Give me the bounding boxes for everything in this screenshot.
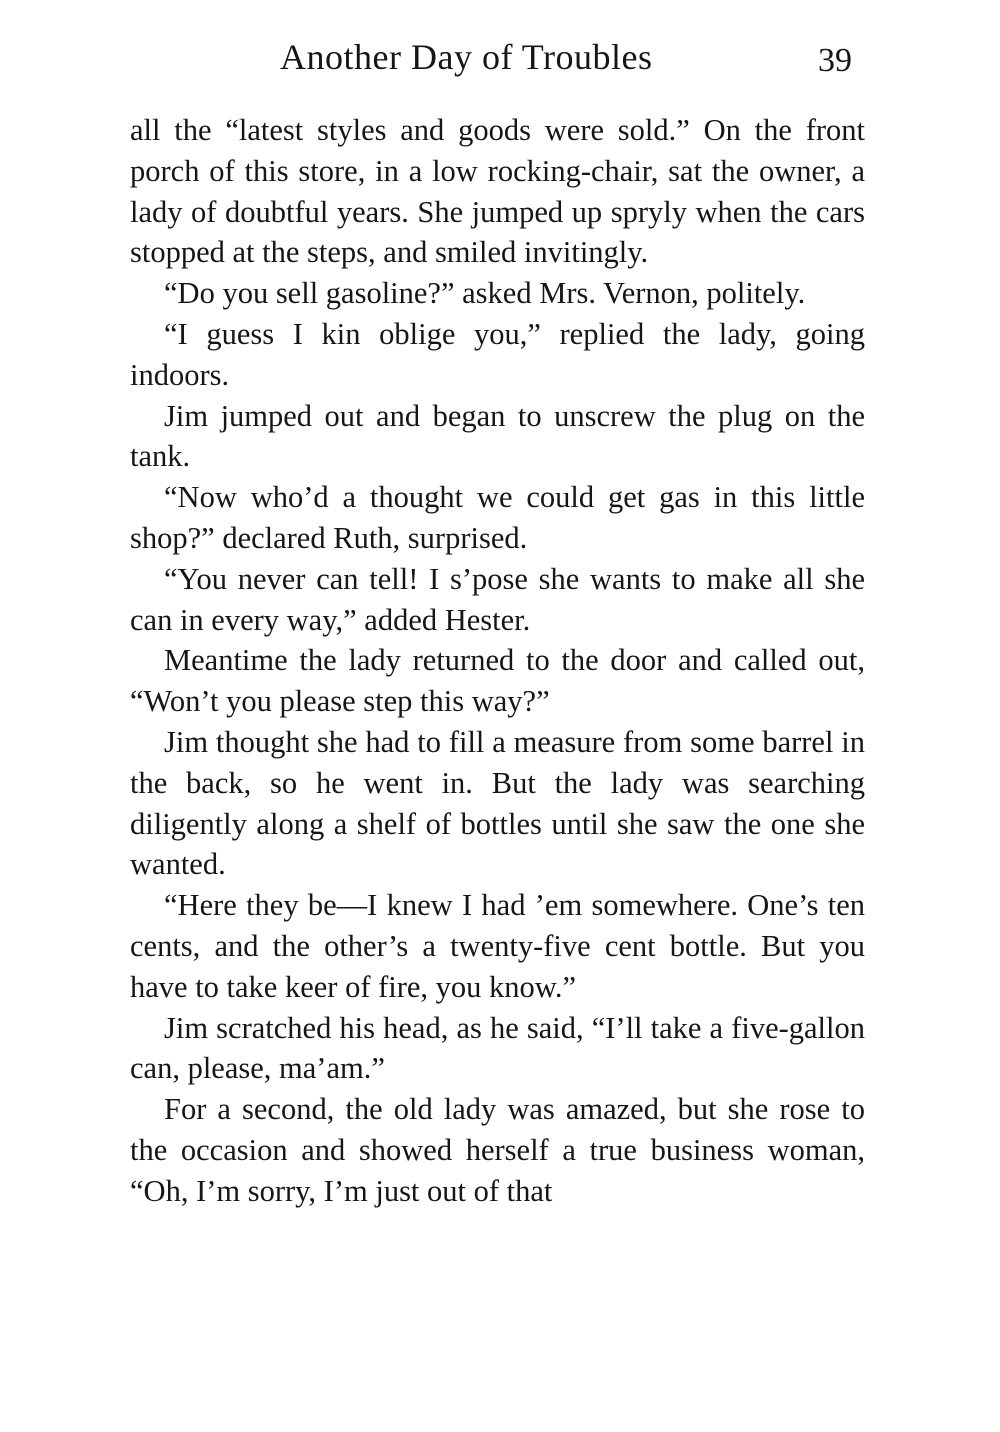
- paragraph: Meantime the lady returned to the door and called out, “Won’t you please step this way?”: [130, 643, 865, 719]
- paragraph: “Now who’d a thought we could get gas in this little shop?” declared Ruth, surprised.: [130, 480, 865, 555]
- paragraph: “Here they be—I knew I had ’em somewhere. One’s ten cents, and the other’s a twenty-five cent bottle. But you have to take keer of fire, you know.”: [130, 888, 865, 1004]
- paragraph: all the “latest styles and goods were sold.” On the front porch of this store, in a low rocking-chair, sat the owner, a lady of doubtful years. She jumped up spryly when the cars stopped at the steps, and smiled invitingly.: [130, 113, 865, 270]
- paragraph: Jim thought she had to fill a measure from some barrel in the back, so he went in. But the lady was searching diligently along a shelf of bottles until she saw the one she wanted.: [130, 724, 865, 882]
- chapter-title: Another Day of Troubles: [280, 37, 653, 77]
- paragraph: Jim jumped out and began to unscrew the plug on the tank.: [130, 398, 865, 474]
- paragraph: “Do you sell gasoline?” asked Mrs. Vernon, politely.: [164, 276, 806, 311]
- paragraph: “You never can tell! I s’pose she wants to make all she can in every way,” added Hester.: [130, 561, 865, 637]
- page-number: 39: [818, 42, 852, 79]
- running-head: [0, 36, 1000, 86]
- paragraph: Jim scratched his head, as he said, “I’ll take a five-gallon can, please, ma’am.”: [130, 1010, 865, 1086]
- paragraph: For a second, the old lady was amazed, but she rose to the occasion and showed herself a true business woman, “Oh, I’m sorry, I’m just out of that: [130, 1092, 865, 1208]
- paragraph: “I guess I kin oblige you,” replied the lady, going indoors.: [130, 316, 865, 392]
- body-text: [130, 110, 865, 1212]
